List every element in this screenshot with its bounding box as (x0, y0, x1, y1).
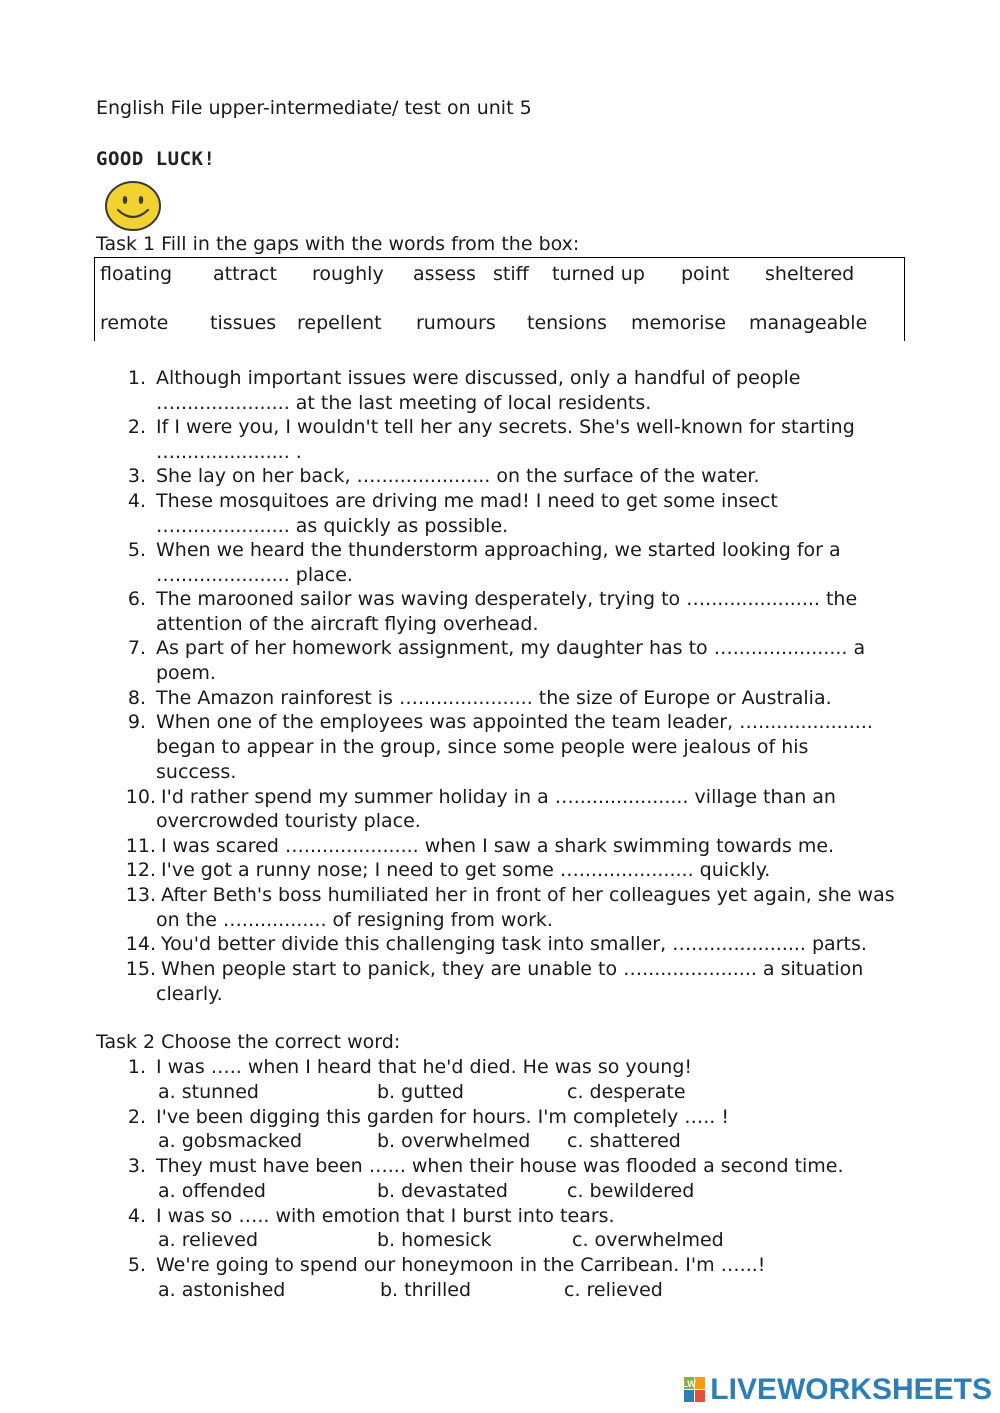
box-word: floating (100, 263, 173, 285)
item-text: I was scared …................... when I saw a shark swimming towards me. (161, 835, 835, 857)
logo-icon-letter-l: LW (682, 1379, 697, 1389)
item-number: 4. (127, 490, 146, 512)
item-text: …................... as quickly as possible. (156, 515, 509, 537)
logo-text: LIVEWORKSHEETS (710, 1373, 992, 1406)
box-word: stiff (493, 263, 529, 285)
item-number: 7. (127, 637, 146, 659)
item-text: overcrowded touristy place. (156, 810, 421, 832)
option-b[interactable]: b. gutted (377, 1081, 464, 1103)
item-text: I've got a runny nose; I need to get some …................... quickly. (161, 859, 771, 881)
item-text: The Amazon rainforest is …................... the size of Europe or Australia. (156, 687, 832, 709)
item-text: They must have been …... when their house was flooded a second time. (156, 1155, 844, 1177)
liveworksheets-logo (684, 1373, 992, 1407)
box-word: attract (213, 263, 277, 285)
item-number: 6. (127, 588, 146, 610)
box-word: memorise (631, 312, 727, 334)
item-text: Although important issues were discussed, only a handful of people (156, 367, 801, 389)
option-a[interactable]: a. offended (158, 1180, 266, 1202)
worksheet-title: English File upper-intermediate/ test on unit 5 (96, 97, 532, 119)
box-word: sheltered (765, 263, 855, 285)
item-number: 2. (127, 416, 146, 438)
option-a[interactable]: a. astonished (158, 1279, 286, 1301)
item-text: poem. (156, 662, 216, 684)
liveworksheets-icon (684, 1377, 706, 1403)
item-text: success. (156, 761, 237, 783)
item-text: clearly. (156, 983, 223, 1005)
item-number: 13. (125, 884, 156, 906)
item-number: 5. (127, 539, 146, 561)
option-b[interactable]: b. overwhelmed (377, 1130, 531, 1152)
option-c[interactable]: c. desperate (567, 1081, 686, 1103)
item-text: I was so ….. with emotion that I burst into tears. (156, 1205, 615, 1227)
box-word: assess (413, 263, 476, 285)
option-c[interactable]: c. bewildered (567, 1180, 695, 1202)
box-word: tensions (527, 312, 607, 334)
item-text: The marooned sailor was waving desperately, trying to …................... the (156, 588, 858, 610)
box-word: tissues (210, 312, 277, 334)
item-text: When one of the employees was appointed the team leader, …................... (156, 711, 873, 733)
item-number: 2. (127, 1106, 146, 1128)
box-word: rumours (416, 312, 496, 334)
option-a[interactable]: a. relieved (158, 1229, 259, 1251)
box-word: point (681, 263, 730, 285)
item-text: She lay on her back, …................... on the surface of the water. (156, 465, 760, 487)
item-number: 4. (127, 1205, 146, 1227)
item-text: We're going to spend our honeymoon in the Carribean. I'm …...! (156, 1254, 766, 1276)
smiley-face-icon (104, 180, 162, 232)
option-b[interactable]: b. devastated (377, 1180, 508, 1202)
item-text: …................... at the last meeting of local residents. (156, 392, 652, 414)
item-text: These mosquitoes are driving me mad! I need to get some insect (156, 490, 778, 512)
item-number: 10. (125, 786, 156, 808)
item-text: After Beth's boss humiliated her in front of her colleagues yet again, she was (161, 884, 895, 906)
item-text: You'd better divide this challenging task into smaller, …................... parts. (161, 933, 867, 955)
option-c[interactable]: c. relieved (564, 1279, 663, 1301)
box-word: roughly (312, 263, 384, 285)
option-a[interactable]: a. gobsmacked (158, 1130, 303, 1152)
item-number: 9. (127, 711, 146, 733)
item-number: 11. (125, 835, 156, 857)
item-text: attention of the aircraft flying overhead. (156, 613, 539, 635)
word-box (94, 257, 905, 341)
item-text: As part of her homework assignment, my daughter has to …................... a (156, 637, 866, 659)
item-number: 8. (127, 687, 146, 709)
item-text: I'd rather spend my summer holiday in a …................... village than an (161, 786, 836, 808)
item-text: When we heard the thunderstorm approaching, we started looking for a (156, 539, 841, 561)
item-text: …................... place. (156, 564, 353, 586)
item-number: 1. (127, 367, 146, 389)
item-text: …................... . (156, 441, 302, 463)
item-text: on the ….............. of resigning from work. (156, 909, 553, 931)
task2-title: Task 2 Choose the correct word: (96, 1031, 401, 1053)
item-text: I was ….. when I heard that he'd died. He was so young! (156, 1056, 693, 1078)
item-number: 14. (125, 933, 156, 955)
option-a[interactable]: a. stunned (158, 1081, 259, 1103)
item-number: 1. (127, 1056, 146, 1078)
item-text: I've been digging this garden for hours. I'm completely ….. ! (156, 1106, 730, 1128)
good-luck-heading: GOOD LUCK! (96, 148, 216, 170)
item-text: began to appear in the group, since some people were jealous of his (156, 736, 809, 758)
item-number: 3. (127, 1155, 146, 1177)
option-c[interactable]: c. overwhelmed (572, 1229, 724, 1251)
box-word: turned up (552, 263, 645, 285)
task1-title: Task 1 Fill in the gaps with the words from the box: (96, 233, 580, 255)
item-text: When people start to panick, they are unable to …................... a situation (161, 958, 864, 980)
item-number: 5. (127, 1254, 146, 1276)
item-number: 3. (127, 465, 146, 487)
item-number: 15. (125, 958, 156, 980)
box-word: remote (100, 312, 169, 334)
option-b[interactable]: b. homesick (377, 1229, 492, 1251)
item-number: 12. (125, 859, 156, 881)
option-c[interactable]: c. shattered (567, 1130, 681, 1152)
box-word: repellent (297, 312, 382, 334)
item-text: If I were you, I wouldn't tell her any secrets. She's well-known for starting (156, 416, 855, 438)
option-b[interactable]: b. thrilled (380, 1279, 472, 1301)
box-word: manageable (749, 312, 868, 334)
